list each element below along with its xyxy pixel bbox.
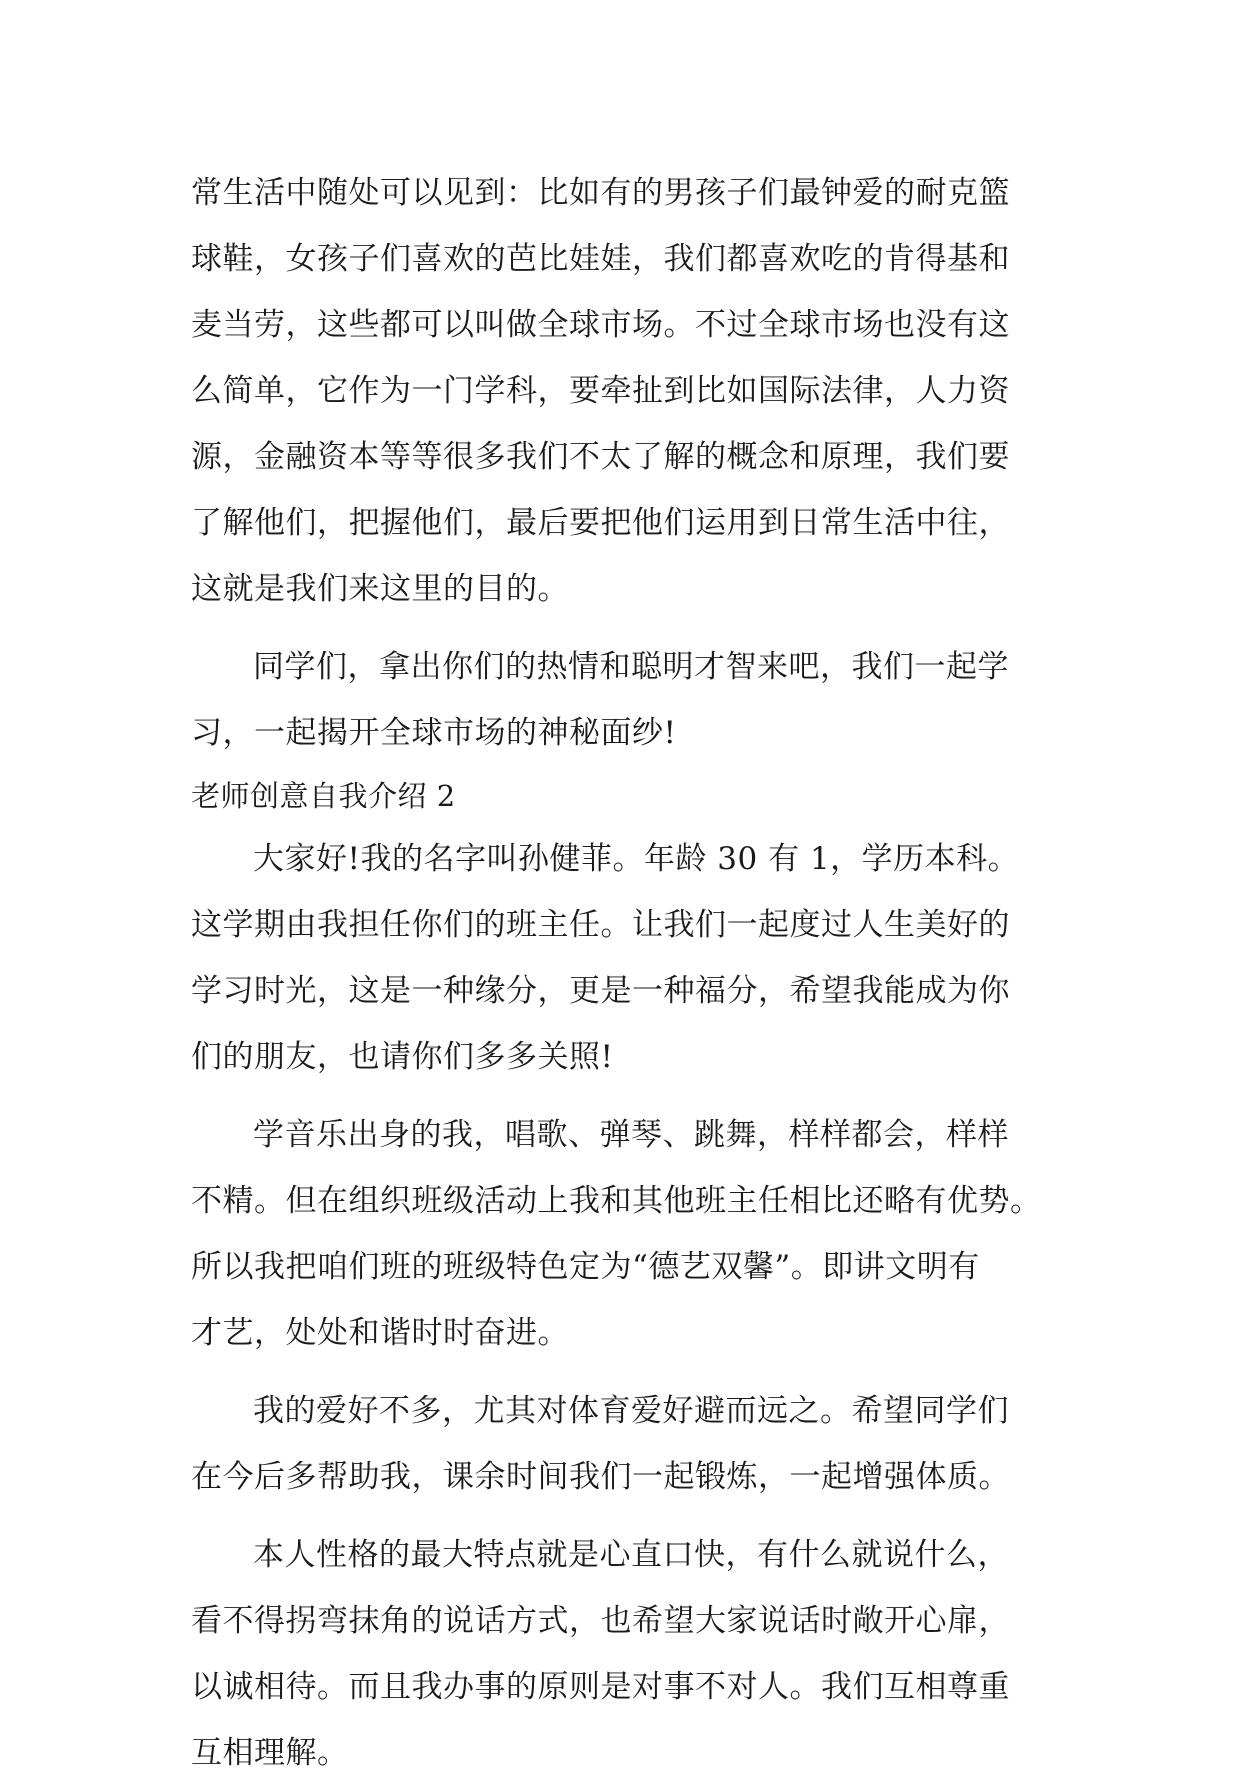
text-line: 所以我把咱们班的班级特色定为“德艺双馨”。即讲文明有	[191, 1249, 980, 1285]
text-line: 这学期由我担任你们的班主任。让我们一起度过人生美好的	[191, 907, 1010, 943]
text-line: 麦当劳，这些都可以叫做全球市场。不过全球市场也没有这	[191, 307, 1010, 343]
text-line: 以诚相待。而且我办事的原则是对事不对人。我们互相尊重	[191, 1669, 1010, 1705]
text-line: 我的爱好不多，尤其对体育爱好避而远之。希望同学们	[253, 1393, 1009, 1429]
text-line: 习，一起揭开全球市场的神秘面纱!	[191, 715, 677, 751]
paragraph-personality	[191, 1522, 1071, 1786]
text-line: 源，金融资本等等很多我们不太了解的概念和原理，我们要	[191, 439, 1010, 475]
document-body	[191, 160, 1071, 1786]
paragraph-hobbies	[191, 1378, 1071, 1510]
text-line: 才艺，处处和谐时时奋进。	[191, 1315, 569, 1351]
text-line: 常生活中随处可以见到：比如有的男孩子们最钟爱的耐克篮	[191, 175, 1010, 211]
text-line: 学音乐出身的我，唱歌、弹琴、跳舞，样样都会，样样	[253, 1117, 1009, 1153]
text-line: 学习时光，这是一种缘分，更是一种福分，希望我能成为你	[191, 973, 1010, 1009]
text-line: 本人性格的最大特点就是心直口快，有什么就说什么，	[253, 1537, 1009, 1573]
paragraph-self-introduction	[191, 826, 1071, 1090]
text-line: 们的朋友，也请你们多多关照!	[191, 1039, 614, 1075]
text-line: 了解他们，把握他们，最后要把他们运用到日常生活中往，	[191, 505, 1010, 541]
section-heading: 老师创意自我介绍 2	[191, 779, 456, 813]
paragraph-global-market	[191, 160, 1071, 622]
paragraph-encouragement	[191, 634, 1071, 766]
paragraph-music-background	[191, 1102, 1071, 1366]
text-line: 球鞋，女孩子们喜欢的芭比娃娃，我们都喜欢吃的肯得基和	[191, 241, 1010, 277]
text-line: 互相理解。	[191, 1735, 349, 1771]
text-line: 看不得拐弯抹角的说话方式，也希望大家说话时敞开心扉，	[191, 1603, 1010, 1639]
text-line: 大家好!我的名字叫孙健菲。年龄 30 有 1，学历本科。	[253, 841, 1020, 877]
text-line: 同学们，拿出你们的热情和聪明才智来吧，我们一起学	[253, 649, 1009, 685]
text-line: 不精。但在组织班级活动上我和其他班主任相比还略有优势。	[191, 1183, 1042, 1219]
text-line: 在今后多帮助我，课余时间我们一起锻炼，一起增强体质。	[191, 1459, 1010, 1495]
text-line: 么简单，它作为一门学科，要牵扯到比如国际法律，人力资	[191, 373, 1010, 409]
text-line: 这就是我们来这里的目的。	[191, 571, 569, 607]
